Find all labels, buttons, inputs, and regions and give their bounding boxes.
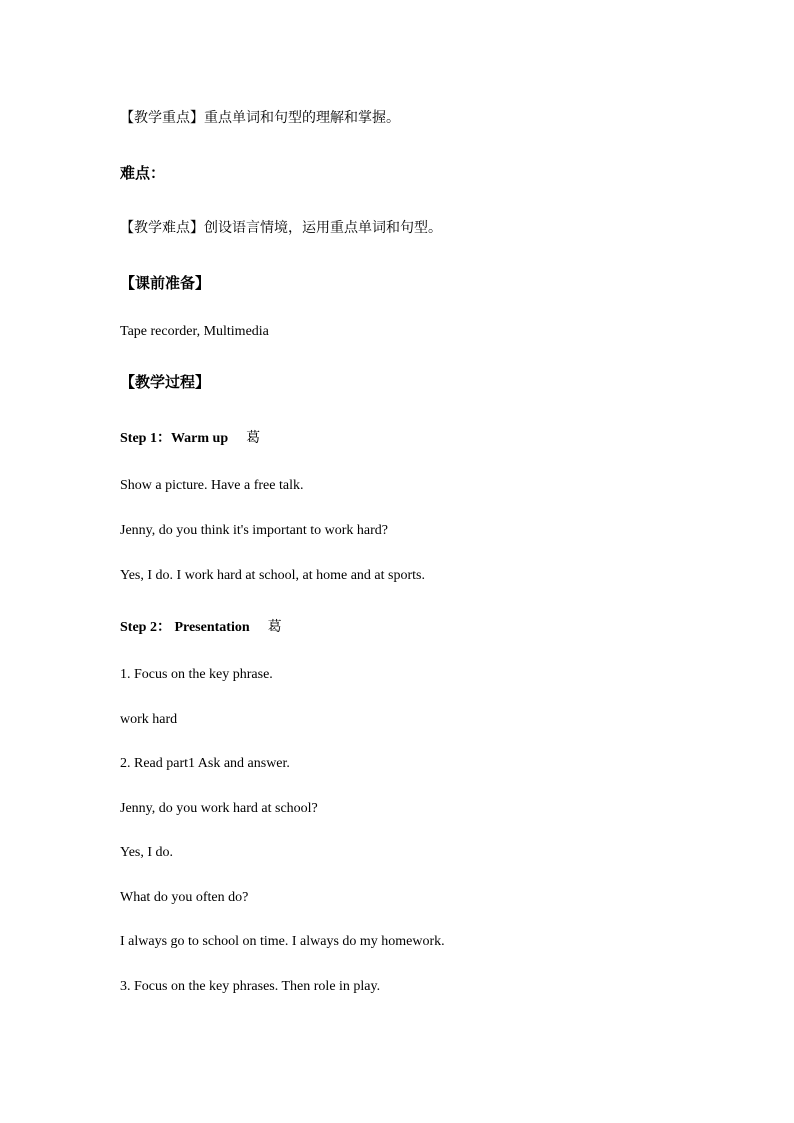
step1-title <box>120 428 260 449</box>
preparation-heading: 【课前准备】 <box>120 274 211 292</box>
step2-line: 3. Focus on the key phrases. Then role in play. <box>120 979 381 994</box>
step2-glyph: 葛 <box>267 619 282 635</box>
teaching-difficulty-text: 【教学难点】创设语言情境，运用重点单词和句型。 <box>120 220 442 236</box>
step1-glyph: 葛 <box>246 430 261 446</box>
step2-line: Yes, I do. <box>120 845 174 860</box>
step1-line: Yes, I do. I work hard at school, at home and at sports. <box>120 568 425 583</box>
step1-line: Show a picture. Have a free talk. <box>120 478 304 493</box>
step2-line: 2. Read part1 Ask and answer. <box>120 756 290 771</box>
step1-title-text: Step 1：Warm up <box>120 431 229 446</box>
difficulty-heading: 难点： <box>120 164 166 182</box>
teaching-focus-text: 【教学重点】重点单词和句型的理解和掌握。 <box>120 110 400 126</box>
step1-line: Jenny, do you think it's important to work hard? <box>120 523 388 538</box>
step2-title-text: Step 2： Presentation <box>120 620 250 635</box>
step2-line: work hard <box>120 712 178 727</box>
step2-line: I always go to school on time. I always do my homework. <box>120 934 445 949</box>
step2-line: What do you often do? <box>120 890 249 905</box>
process-heading: 【教学过程】 <box>120 373 211 391</box>
step2-line: 1. Focus on the key phrase. <box>120 667 273 682</box>
step2-title <box>120 617 282 638</box>
step2-line: Jenny, do you work hard at school? <box>120 801 318 816</box>
preparation-items: Tape recorder, Multimedia <box>120 324 269 339</box>
